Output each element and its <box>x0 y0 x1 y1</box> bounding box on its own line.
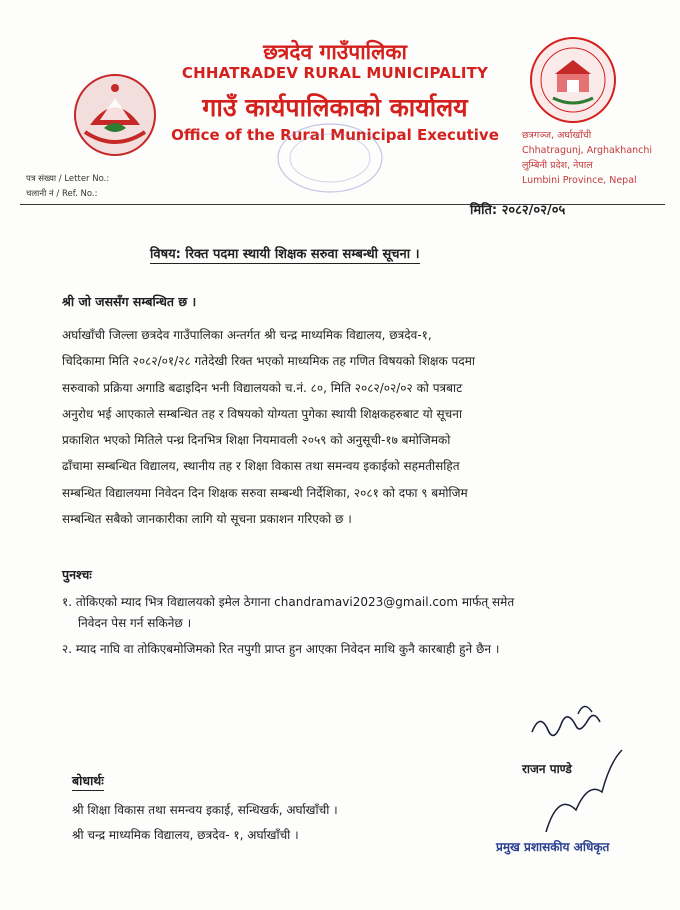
reference-block <box>26 172 109 202</box>
address-line: लुम्बिनी प्रदेश, नेपाल <box>522 160 593 171</box>
address-line: Lumbini Province, Nepal <box>522 175 637 186</box>
salutation: श्री जो जससँग सम्बन्धित छ । <box>62 294 197 309</box>
office-name-en: Office of the Rural Municipal Executive <box>171 126 499 144</box>
body-line: चिदिकामा मिति २०८२/०१/२८ गतेदेखी रिक्त भएको माध्यमिक तह गणित विषयको शिक्षक पदमा <box>62 354 475 369</box>
municipality-seal-icon <box>527 34 619 126</box>
letter-no-label: पत्र संख्या / Letter No.: <box>26 174 110 184</box>
notice-body <box>62 322 642 532</box>
body-line: सम्बन्धित सबैको जानकारीका लागि यो सूचना प्रकाशन गरिएको छ । <box>62 512 352 527</box>
postscript-item-1 <box>62 592 642 634</box>
postscript-item-1-line-1: १. तोकिएको म्याद भित्र विद्यालयको इमेल ठेगाना chandramavi2023@gmail.com मार्फत् समेत <box>62 595 515 609</box>
postscript-item-2: २. म्याद नाघि वा तोकिएबमोजिमको रित नपुगी प्राप्त हुन आएका निवेदन माथि कुनै कारबाही हुने छैन । <box>62 642 500 656</box>
postscript-item-1-line-2: निवेदन पेस गर्न सकिनेछ । <box>78 616 192 630</box>
cc-item: श्री शिक्षा विकास तथा समन्वय इकाई, सन्धिखर्क, अर्घाखाँची । <box>72 803 338 817</box>
postscript-heading: पुनश्चः <box>62 567 92 582</box>
municipality-name-ne: छत्रदेव गाउँपालिका <box>263 40 407 64</box>
body-line: सम्बन्धित विद्यालयमा निवेदन दिन शिक्षक सरुवा सम्बन्धी निर्देशिका, २०८१ को दफा ९ बमोजिम <box>62 485 468 500</box>
header-divider <box>20 204 665 205</box>
received-stamp-icon <box>270 118 390 208</box>
body-line: सरुवाको प्रक्रिया अगाडि बढाइदिन भनी विद्यालयको च.नं. ८०, मिति २०८२/०२/०२ को पत्रबाट <box>62 380 463 395</box>
address-line: Chhatragunj, Arghakhanchi <box>522 145 653 156</box>
letter-date: मिति: २०८२/०२/०५ <box>470 203 566 218</box>
body-line: ढाँचामा सम्बन्धित विद्यालय, स्थानीय तह र शिक्षा विकास तथा समन्वय इकाईको सहमतीसहित <box>62 459 460 474</box>
cc-heading: बोधार्थः <box>72 772 104 791</box>
office-address <box>522 128 662 188</box>
address-line: छत्रगञ्ज, अर्घाखाँची <box>522 130 592 141</box>
cc-item: श्री चन्द्र माध्यमिक विद्यालय, छत्रदेव- १, अर्घाखाँची । <box>72 828 299 842</box>
signatory-title: प्रमुख प्रशासकीय अधिकृत <box>496 840 610 854</box>
body-line: अर्घाखाँची जिल्ला छत्रदेव गाउँपालिका अन्तर्गत श्री चन्द्र माध्यमिक विद्यालय, छत्रदेव-१, <box>62 328 432 342</box>
nepal-emblem-icon <box>70 70 160 160</box>
body-line: प्रकाशित भएको मितिले पन्ध्र दिनभित्र शिक्षा नियमावली २०५९ को अनुसूची-१७ बमोजिमको <box>62 433 451 448</box>
subject-line: विषय: रिक्त पदमा स्थायी शिक्षक सरुवा सम्बन्धी सूचना । <box>150 244 420 264</box>
office-name-ne: गाउँ कार्यपालिकाको कार्यालय <box>202 93 468 122</box>
municipality-name-en: CHHATRADEV RURAL MUNICIPALITY <box>181 64 489 82</box>
signatory-name: राजन पाण्डे <box>522 762 572 776</box>
ref-no-label: चलानी नं / Ref. No.: <box>26 189 98 199</box>
body-line: अनुरोध भई आएकाले सम्बन्धित तह र विषयको योग्यता पुगेका स्थायी शिक्षकहरुबाट यो सूचना <box>62 406 463 421</box>
